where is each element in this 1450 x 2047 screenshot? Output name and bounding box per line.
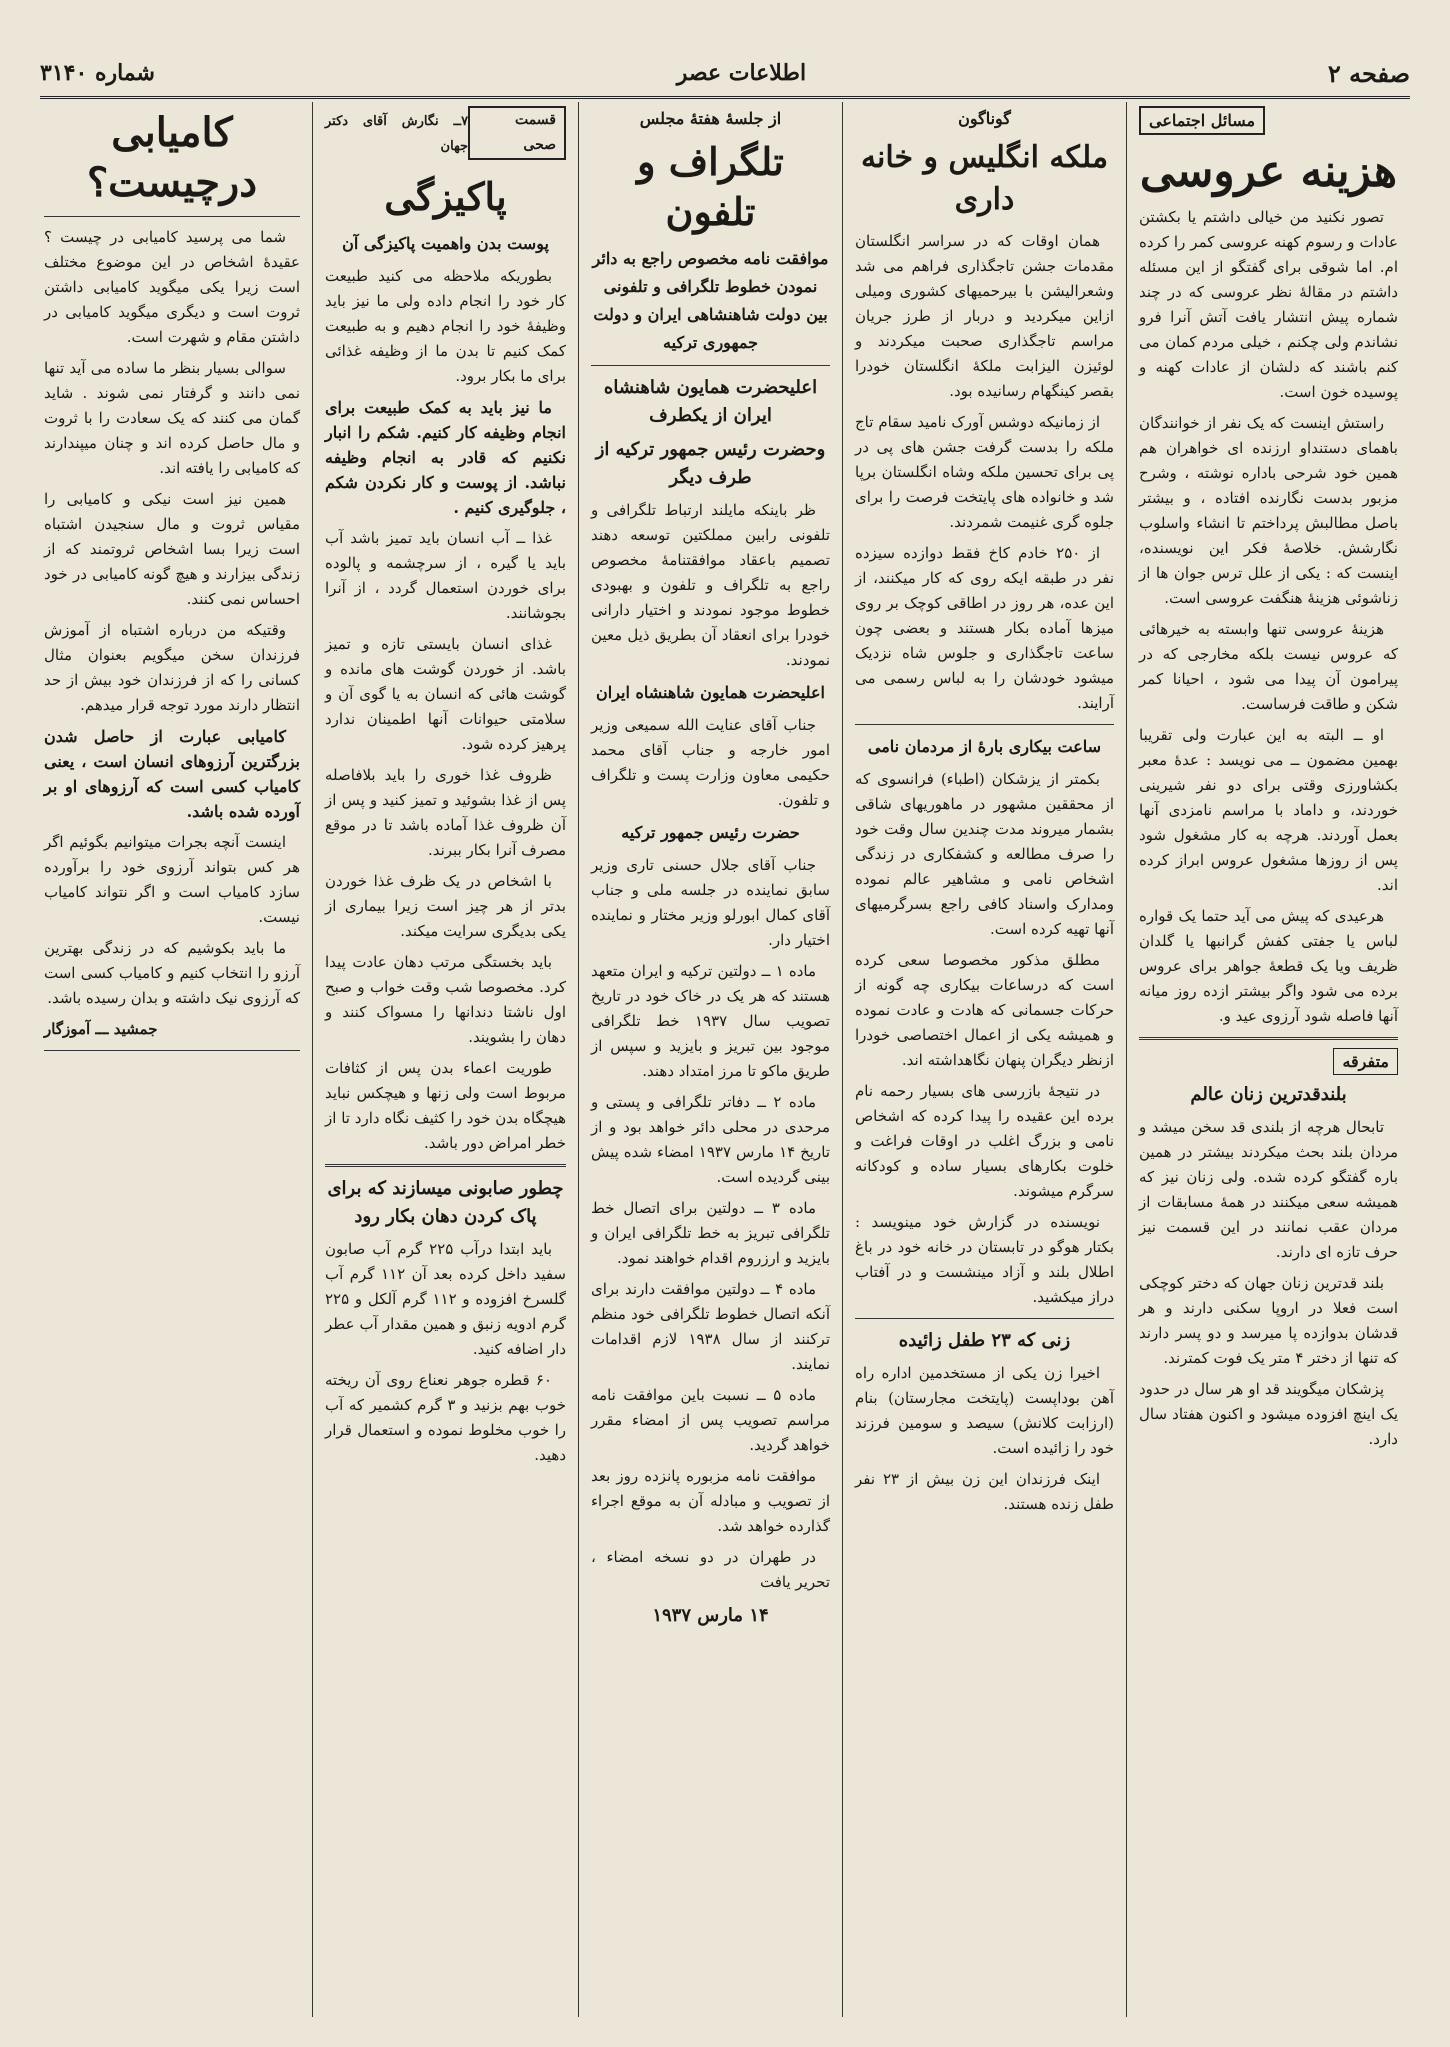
paragraph: ظر باینکه مایلند ارتباط تلگرافی و تلفونی رابین مملکتین توسعه دهند تصمیم باعقاد موافقتنامهٔ مخصوص راجع به تلگراف و تلفون و بهبودی خطوط موجود نمودند و اختیار دارانی خودرا برای انعقاد آن بطریق ذیل معین نمودند. [591,501,830,669]
paragraph: ماده ۳ ــ دولتین برای اتصال خط تلگرافی تبریز به خط تلگرافی ایران و بایزید و ارزروم اقدام خواهند نمود. [591,1199,830,1267]
paragraph: نویسنده در گزارش خود مینویسد : بکتار هوگو در تابستان در خانه خود در باغ اطلال بلند و آزاد مینشست و در آفتاب دراز میکشید. [855,1213,1114,1306]
paragraph: اخیرا زن یکی از مستخدمین اداره راه آهن بوداپست (پایتخت مجارستان) بنام (ارزابت کلانش) سیصد و سومین فرزند خود را زائیده است. [855,1364,1114,1457]
paragraph: کامیابی عبارت از حاصل شدن بزرگترین آرزوهای انسان است ، یعنی کامیاب کسی است که آرزوهای او بر آورده شده باشد. [44,727,300,821]
paragraph: جناب آقای جلال حسنی تاری وزیر سابق نماینده در جلسه ملی و جناب آقای کمال ابورلو وزیر مختار و نماینده اختیار دار. [591,856,830,949]
paragraph: اینست آنچه بجرات میتوانیم بگوئیم اگر هر کس بتواند آرزوی خود را برآورده سازد کامیاب است و اگر نتواند کامیاب نیست. [44,833,300,926]
paragraph: بکمتر از یزشکان (اطباء) فرانسوی که از محققین مشهور در ماهوریهای شاقی بشمار میروند مدت چندین سال وقت خود را صرف مطالعه و کشفکاری در زندگی اشخاص نامی و مشاهیر عالم نموده ومدارک واسناد کافی راجع بسرگرمیهای آنها تهیه کرده است. [855,770,1114,938]
article-queen [855,229,1114,716]
article-telegraph-iran [591,713,830,813]
column-queen [842,102,1126,2017]
headline-queen: ملکه انگلیس و خانه داری [860,140,1109,217]
kicker-various: گوناگون [958,109,1011,128]
paragraph: بلند قدترین زنان جهان که دختر کوچکی است فعلا در اروپا سکنی دارند و هر قدشان بدوازده پا میرسد و دو پسر دارند که تنها از دختر ۴ متر یک فوت کمترند. [1139,1274,1398,1367]
column-telegraph [578,102,842,2017]
paragraph: با اشخاص در یک ظرف غذا خوردن بدتر از هر چیز است زیرا بیماری از یکی بدیگری سرایت میکند. [325,872,566,940]
headline-mouth-soap: چطور صابونی میسازند که برای پاک کردن دهان بکار رود [327,1178,564,1227]
headline-success: کامیابی درچیست؟ [86,109,258,206]
paragraph: ۶۰ قطره جوهر نعناع روی آن ریخته خوب بهم بزنید و ۳ گرم کشمیر که آب را خوب مخلوط نموده و استعمال قرار دهید. [325,1371,566,1464]
kicker-parliament: از جلسهٔ هفتهٔ مجلس [639,109,782,128]
paragraph: در نتیجهٔ بازرسی های بسیار رحمه نام برده این عقیده را پیدا کرده که اشخاص نامی و بزرگ اغلب در اوقات فراغت و خلوت بکارهای بسیار ساده و کودکانه سرگرم میشوند. [855,1082,1114,1200]
column-cleanliness [312,102,578,2017]
paragraph: از زمانیکه دوشس آورک نامید سقام تاج ملکه را بدست گرفت جشن های پی در پی برای تحسین ملکه وشاه انگلستان برپا شد و خانواده های پایتخت فرصت را برای جلوه گری غنیمت شمردند. [855,413,1114,531]
subhead-agreement: موافقت نامه مخصوص راجع به دائر نمودن خطوط تلگرافی و تلفونی بین دولت شاهنشاهی ایران و دولت جمهوری ترکیه [592,249,829,352]
paragraph: ماده ۴ ــ دولتین موافقت دارند برای آنکه اتصال خطوط تلگرافی خود منظم ترکنند از سال ۱۹۳۸ لازم اقدامات نمایند. [591,1280,830,1373]
paragraph: ظروف غذا خوری را باید بلافاصله پس از غذا بشوئید و تمیز کنید و پس از آن ظروف غذا آماده باشد تا در موقع مصرف آنرا بکار ببرند. [325,766,566,859]
paragraph: پزشکان میگویند قد او هر سال در حدود یک اینچ افزوده میشود و اکنون هفتاد سال دارد. [1139,1380,1398,1448]
section-label-social: مسائل اجتماعی [1139,106,1265,135]
paragraph: تصور نکنید من خیالی داشتم یا بکشتن عادات و رسوم کهنه عروسی کمر را کرده ام. اما شوقی برای گفتگو از این مسئله داشتم در مقالهٔ نظر عروسی که در چند شماره پیش انتشار یافت آتش آنرا فرو نشاندم ولی چکنم ، خیلی مردم کمان می کنم باشند که دلشان از عادات کهنه و پوسیده خون است. [1139,208,1398,401]
paragraph: سوالی بسیار بنظر ما ساده می آید تنها نمی دانند و گرفتار نمی شوند . شاید گمان می کنند که یک سعادت را با ثروت و مال حاصل کرده اند و چنان میپندارند که کامیابی را یافته اند. [44,359,300,477]
column-social [1126,102,1410,2017]
divider [855,724,1114,725]
article-wedding-cost [1139,205,1398,1029]
article-23-children [855,1361,1114,1517]
paragraph: ما باید بکوشیم که در زندگی بهترین آرزو را انتخاب کنیم و کامیاب کسی است که آرزوی نیک داشته و بدان رسیده باشد. [44,939,300,1007]
paragraph: هرعیدی که پیش می آید حتما یک قواره لباس یا جفتی کفش گرانبها یا گلدان ظریف ویا یک قطعهٔ جواهر برای عروس برده می شود واگر بیشتر ازده روز میانه آنها فاصله شود آرزوی عید و. [1139,907,1398,1025]
article-cleanliness [325,264,566,1156]
section-label-health: قسمت صحی [468,106,566,160]
paragraph: همان اوقات که در سراسر انگلستان مقدمات جشن تاجگذاری فراهم می شد وشعرالیشن با بیرحمیهای کشوری ومیلی ازاین میکردید و دربار از طرز جریان مراسم تاجگذاری صحبت میکردند و لوئیزن الیزابت ملکهٔ انگلستان خودرا بقصر کینگهام رسانیده بود. [855,232,1114,400]
agreement-date: ۱۴ مارس ۱۹۳۷ [652,1605,769,1626]
paragraph: او ــ البته به این عبارت ولی تقریبا بهمین مضمون ــ می نویسد : عدهٔ معبر بکشاورزی وقتی برای دو نفر شیرینی خوردند، و داماد با مراسم نامزدی آنها بعمل آوردند. هرچه به کار مشغول شود پس از روزها مشغول عروس ابراز کرده اند. [1139,726,1398,894]
paragraph: همین نیز است نیکی و کامیابی را مقیاس ثروت و مال سنجیدن اشتباه است زیرا بسا اشخاص ثروتمند که از زندگی بیزارند و هیچ گونه کامیابی در خود احساس نمی کنند. [44,490,300,608]
paragraph: باید بخستگی مرتب دهان عادت پیدا کرد. مخصوصا شب وقت خواب و صبح اول ناشتا دندانها را مسواک کنند و دهان را بشویند. [325,953,566,1046]
divider [325,1164,566,1167]
subhead-skin: پوست بدن واهمیت پاکیزگی آن [342,234,549,253]
paragraph: ماده ۲ ــ دفاتر تلگرافی و پستی و مرحدی در محلی دائر خواهد بود و از تاریخ ۱۴ مارس ۱۹۳۷ امضاء شده پیش بینی گردیده است. [591,1093,830,1186]
divider [591,365,830,366]
paragraph: غذای انسان بایستی تازه و تمیز باشد. از خوردن گوشت های مانده و گوشت هائی که انسان به یا گوی آن و سلامتی حیوانات آنها اطمینان ندارد پرهیز کرده شود. [325,635,566,753]
party-turkey: وحضرت رئیس جمهور ترکیه از طرف دیگر [595,439,826,488]
paragraph: بطوریکه ملاحظه می کنید طبیعت کار خود را انجام داده ولی ما نیز باید وظیفهٔ خود را انجام دهیم و به طبیعت کمک کنیم تا بدن ما از وظیفه غذائی برای ما بکار برود. [325,267,566,385]
closing [591,1545,830,1595]
headline-tallest-women: بلندقدترین زنان عالم [1190,1084,1347,1105]
paper-name: اطلاعات عصر [676,60,807,86]
masthead [40,50,1410,99]
divider [855,1318,1114,1319]
article-mouth-soap [325,1237,566,1468]
paragraph: مطلق مذکور مخصوصا سعی کرده است که درساعات بیکاری چه گونه از حرکات جسمانی که هادت و عادت نموده و همیشه یکی از اعمال اختصاصی خودرا ازنظر دیگران پنهان نگاهداشته اند. [855,951,1114,1069]
article-famous-leisure [855,767,1114,1310]
divider [1139,1037,1398,1040]
headline-cleanliness: پاکیزگی [384,174,507,219]
columns [32,102,1410,2017]
paragraph: شما می پرسید کامیابی در چیست ؟ عقیدهٔ اشخاص در این موضوع مختلف است زیرا یکی میگوید کامیابی داشتن ثروت است و دیگری میگوید کامیابی در داشتن مقام و شهرت است. [44,228,300,346]
paragraph: غذا ــ آب انسان باید تمیز باشد آب باید یا گیره ، از سرچشمه و پالوده برای خوردن استعمال گردد ، از آنرا بجوشانند. [325,529,566,622]
paragraph: طوریت اعماء بدن پس از کثافات مربوط است ولی زنها و هیچکس نباید هیچگاه بدن خود را کثیف نگاه دارد تا از خطر امراض دور باشد. [325,1059,566,1152]
column-success [32,102,312,2017]
author-signoff: جمشید ـــ آموزگار [44,1020,158,1038]
paragraph: باید ابتدا درآب ۲۲۵ گرم آب صابون سفید داخل کرده بعد آن ۱۱۲ گرم آب گلسرخ افزوده و ۱۱۲ گرم آلکل و ۲۲۵ گرم ادویه زنبق و همین مقدار آب عطر دار اضافه کنید. [325,1240,567,1358]
section-label-misc: متفرقه [1333,1048,1398,1075]
paragraph: ما نیز باید به کمک طبیعت برای انجام وظیفه کار کنیم. شکم را انبار نکنیم که قادر به انجام وظیفه نباشد. از پوست و کار نکردن شکم ، جلوگیری کنیم . [325,398,566,517]
party-turkey-delegates: حضرت رئیس جمهور ترکیه [621,823,800,842]
paragraph: ماده ۵ ــ نسبت باین موافقت نامه مراسم تصویب پس از امضاء مقرر خواهد گردید. [591,1386,830,1454]
closing-text: در طهران در دو نسخه امضاء ، تحریر یافت [591,1548,830,1591]
paragraph: از ۲۵۰ خادم کاخ فقط دوازده سیزده نفر در طبقه ایکه روی که کار میکنند، از این عده، هر روز در اطاقی کوچک بر روی میزها آماده بکار هستند و بعضی چون ساعت تاجگذاری و جلوس شاه نزدیک میشود خودشان را به لباس رسمی می آرایند. [855,544,1114,712]
headline-telegraph: تلگراف و تلفون [637,139,784,234]
issue-number: شماره ۳۱۴۰ [40,60,155,86]
paragraph: وقتیکه من درباره اشتباه از آموزش فرزندان سخن میگویم بعنوان مثال کسانی را که از فرزندان خود بیش از حد انتظار دارند مورد توجه قرار میدهم. [44,621,300,714]
article-tallest-women [1139,1115,1398,1452]
headline-wedding-cost: هزینه عروسی [1139,146,1398,197]
article-telegraph-intro [591,498,830,673]
paragraph: راستش اینست که یک نفر از خوانندگان باهمای دستنداو ارزنده ای خواهران هم همین خود شرحی باداره نوشته ، وشرح مزبور بدست نگارنده افتاده ، و بیشتر باصل مطالبش پرداختم تا انشاء واسلوب نگارشش. خلاصهٔ فکر این نویسنده، اینست که : یکی از علل ترس جوان ها از زناشوئی هزینهٔ هنگفت عروسی است. [1139,414,1398,607]
paragraph: تابحال هرچه از بلندی قد سخن میشد و مردان بلند بحث میکردند بیشتر در همین باره گفتگو کرده شده. ولی زنان نیز که همیشه سعی میکنند در همهٔ مسابقات از مردان عقب نمانند در این قسمت نیز حرف تازه ای دارند. [1139,1118,1398,1261]
paragraph: اینک فرزندان این زن بیش از ۲۳ نفر طفل زنده هستند. [855,1470,1114,1513]
paragraph: جناب آقای عنایت الله سمیعی وزیر امور خارجه و جناب آقای محمد حکیمی معاون وزارت پست و تلگراف و تلفون. [591,716,830,809]
headline-23-children: زنی که ۲۳ طفل زائیده [898,1330,1071,1351]
page-number: صفحه ۲ [1327,58,1410,88]
paragraph: موافقت نامه مزبوره پانزده روز بعد از تصویب و مبادله آن به موقع اجراء گذارده خواهد شد. [591,1467,830,1535]
divider [44,216,300,217]
party-iran: اعلیحضرت همایون شاهنشاه ایران از یکطرف [603,377,818,426]
byline: ۷ــ نگارش آقای دکتر جهان [325,114,469,154]
divider [44,1050,300,1051]
headline-famous-leisure: ساعت بیکاری بارهٔ از مردمان نامی [867,737,1102,756]
article-telegraph-articles [591,853,830,1539]
paragraph: هزینهٔ عروسی تنها وابسته به خیرهائی که عروس نیست بلکه مخارجی که در پیرامون آن پیدا می شود ، احیانا کمر شکن و طاقت فرساست. [1139,620,1398,713]
paragraph: ماده ۱ ــ دولتین ترکیه و ایران متعهد هستند که هر یک در خاک خود در تاریخ تصویب سال ۱۹۳۷ خط تلگرافی موجود بین تبریز و بایزید و سپس از طریق ماکو تا مرز امتداد دهند. [591,962,830,1080]
party-iran-delegates: اعلیحضرت همایون شاهنشاه ایران [596,683,825,702]
article-success [44,225,300,1011]
